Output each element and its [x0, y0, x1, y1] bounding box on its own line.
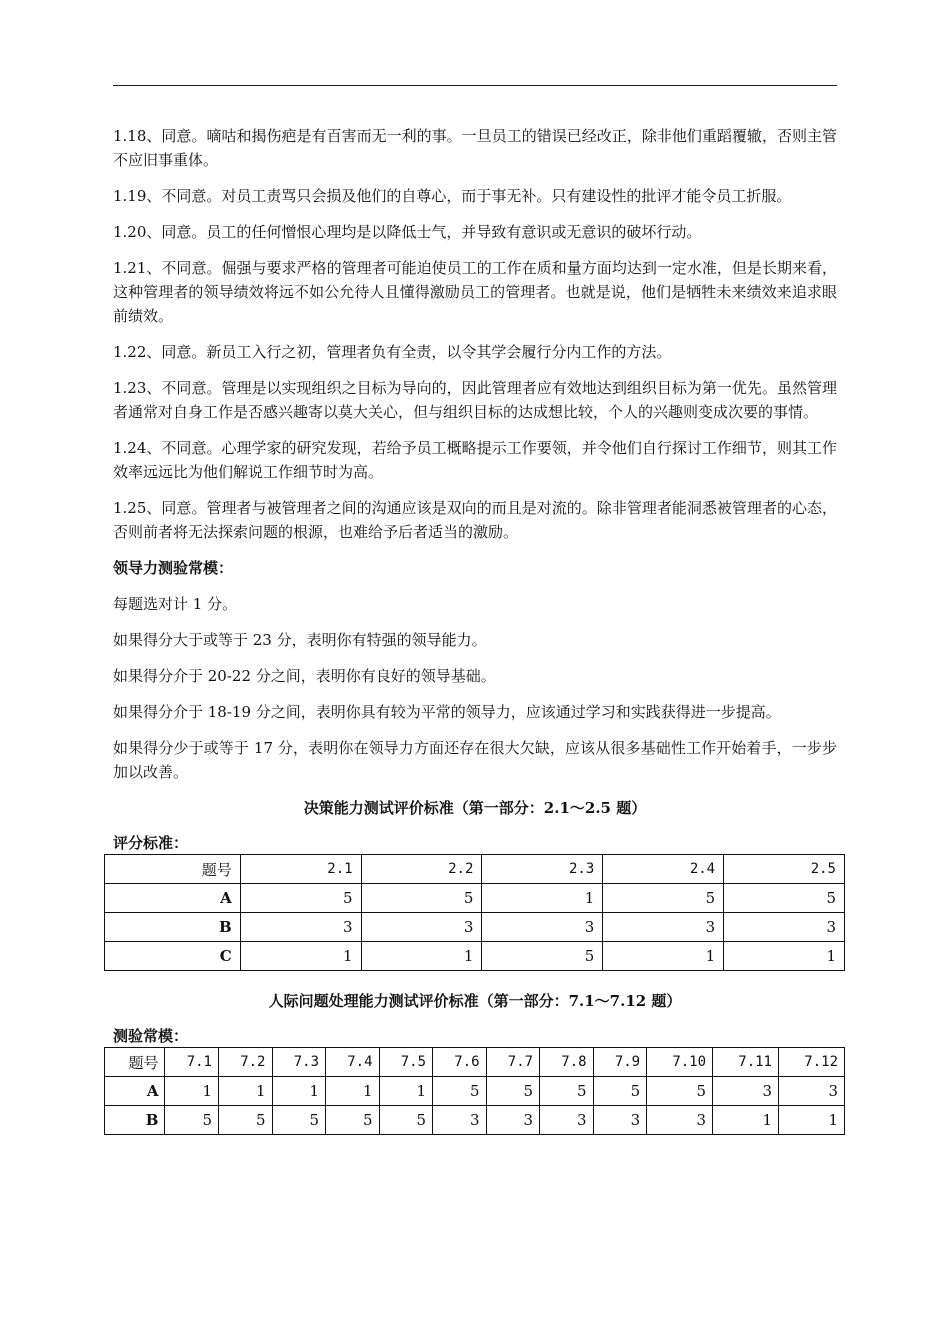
table-cell: 3	[724, 913, 845, 942]
norm-line: 如果得分介于 20-22 分之间，表明你有良好的领导基础。	[113, 667, 496, 685]
table-cell: 3	[486, 1106, 540, 1135]
table-cell: 5	[379, 1106, 433, 1135]
paragraph-1-25: 1.25、同意。管理者与被管理者之间的沟通应该是双向的而且是对流的。除非管理者能洞悉被管理者的心态，否则前者将无法探索问题的根源，也难给予后者适当的激励。	[113, 499, 837, 541]
table-cell: 1	[482, 884, 603, 913]
table-header-cell: 7.7	[486, 1048, 540, 1077]
table-header-cell: 7.1	[165, 1048, 219, 1077]
table-header-cell: 7.4	[326, 1048, 380, 1077]
table-cell: 5	[482, 942, 603, 971]
table-cell: 1	[218, 1077, 272, 1106]
table-header-cell: 7.2	[218, 1048, 272, 1077]
table-cell: 5	[593, 1077, 647, 1106]
table-header-cell: 7.12	[778, 1048, 844, 1077]
table-cell: 5	[647, 1077, 713, 1106]
table-header-cell: 7.5	[379, 1048, 433, 1077]
table-cell: 3	[240, 913, 361, 942]
table-header-cell: 2.4	[603, 855, 724, 884]
table-header-cell: 7.6	[433, 1048, 487, 1077]
document-body	[113, 124, 837, 1135]
table-header-cell: 7.11	[713, 1048, 779, 1077]
table-header-cell: 题号	[105, 855, 241, 884]
table-row-label: C	[105, 942, 241, 971]
table-cell: 1	[326, 1077, 380, 1106]
table-cell: 3	[540, 1106, 594, 1135]
norm-line: 每题选对计 1 分。	[113, 595, 238, 613]
table-cell: 3	[361, 913, 482, 942]
table-cell: 5	[272, 1106, 326, 1135]
table-cell: 3	[713, 1077, 779, 1106]
header-rule	[113, 85, 837, 86]
table-cell: 5	[218, 1106, 272, 1135]
table-header-cell: 2.2	[361, 855, 482, 884]
table-cell: 5	[724, 884, 845, 913]
table-cell: 5	[540, 1077, 594, 1106]
table-cell: 1	[361, 942, 482, 971]
table-header-row	[105, 1048, 845, 1077]
interpersonal-score-table	[104, 1047, 845, 1135]
paragraph-1-20: 1.20、同意。员工的任何憎恨心理均是以降低士气，并导致有意识或无意识的破坏行动。	[113, 223, 702, 241]
table-header-cell: 题号	[105, 1048, 165, 1077]
table-row	[105, 913, 845, 942]
paragraph-1-19: 1.19、不同意。对员工责骂只会损及他们的自尊心，而于事无补。只有建设性的批评才能令员工折服。	[113, 187, 792, 205]
table-cell: 3	[433, 1106, 487, 1135]
table-row-label: A	[105, 884, 241, 913]
table-header-cell: 2.5	[724, 855, 845, 884]
table-cell: 5	[433, 1077, 487, 1106]
table-cell: 5	[603, 884, 724, 913]
table-cell: 5	[361, 884, 482, 913]
table-row	[105, 884, 845, 913]
norm-line: 如果得分大于或等于 23 分，表明你有特强的领导能力。	[113, 631, 487, 649]
table-cell: 1	[778, 1106, 844, 1135]
table-row	[105, 1077, 845, 1106]
norm-line: 如果得分少于或等于 17 分，表明你在领导力方面还存在很大欠缺，应该从很多基础性工作开始着手，一步步加以改善。	[113, 739, 837, 781]
table-cell: 1	[272, 1077, 326, 1106]
paragraph-1-18: 1.18、同意。嘀咕和揭伤疤是有百害而无一利的事。一旦员工的错误已经改正，除非他们重蹈覆辙，否则主管不应旧事重体。	[113, 127, 837, 169]
interpersonal-table-label: 测验常模：	[113, 1027, 189, 1045]
table-cell: 3	[482, 913, 603, 942]
table-row	[105, 1106, 845, 1135]
table-cell: 1	[724, 942, 845, 971]
table-cell: 3	[593, 1106, 647, 1135]
table-cell: 3	[778, 1077, 844, 1106]
table-header-row	[105, 855, 845, 884]
table-row-label: A	[105, 1077, 165, 1106]
decision-table-label: 评分标准：	[113, 834, 189, 852]
decision-score-table	[104, 854, 845, 971]
table-header-cell: 7.9	[593, 1048, 647, 1077]
paragraph-1-22: 1.22、同意。新员工入行之初，管理者负有全责，以令其学会履行分内工作的方法。	[113, 343, 672, 361]
table-cell: 5	[165, 1106, 219, 1135]
table-row-label: B	[105, 913, 241, 942]
table-header-cell: 7.10	[647, 1048, 713, 1077]
table-cell: 1	[713, 1106, 779, 1135]
paragraph-1-21: 1.21、不同意。倔强与要求严格的管理者可能迫使员工的工作在质和量方面均达到一定水准，但是长期来看，这种管理者的领导绩效将远不如公允待人且懂得激励员工的管理者。也就是说，他们是牺牲未来绩效来追求眼前绩效。	[113, 259, 837, 325]
table-cell: 3	[647, 1106, 713, 1135]
norm-line: 如果得分介于 18-19 分之间，表明你具有较为平常的领导力，应该通过学习和实践获得进一步提高。	[113, 703, 781, 721]
decision-section-title: 决策能力测试评价标准（第一部分：2.1～2.5 题）	[303, 799, 647, 817]
table-cell: 5	[326, 1106, 380, 1135]
table-cell: 1	[379, 1077, 433, 1106]
table-cell: 1	[240, 942, 361, 971]
table-cell: 3	[603, 913, 724, 942]
table-cell: 5	[486, 1077, 540, 1106]
paragraph-1-23: 1.23、不同意。管理是以实现组织之目标为导向的，因此管理者应有效地达到组织目标为第一优先。虽然管理者通常对自身工作是否感兴趣寄以莫大关心，但与组织目标的达成想比较，个人的兴趣则变成次要的事情。	[113, 379, 837, 421]
interpersonal-section-title: 人际问题处理能力测试评价标准（第一部分：7.1～7.12 题）	[268, 992, 682, 1010]
paragraph-1-24: 1.24、不同意。心理学家的研究发现，若给予员工概略提示工作要领，并令他们自行探讨工作细节，则其工作效率远远比为他们解说工作细节时为高。	[113, 439, 837, 481]
table-header-cell: 2.3	[482, 855, 603, 884]
table-header-cell: 7.3	[272, 1048, 326, 1077]
table-cell: 1	[603, 942, 724, 971]
norm-heading: 领导力测验常模：	[113, 559, 234, 577]
table-row-label: B	[105, 1106, 165, 1135]
table-header-cell: 7.8	[540, 1048, 594, 1077]
table-cell: 5	[240, 884, 361, 913]
table-header-cell: 2.1	[240, 855, 361, 884]
table-cell: 1	[165, 1077, 219, 1106]
table-row	[105, 942, 845, 971]
